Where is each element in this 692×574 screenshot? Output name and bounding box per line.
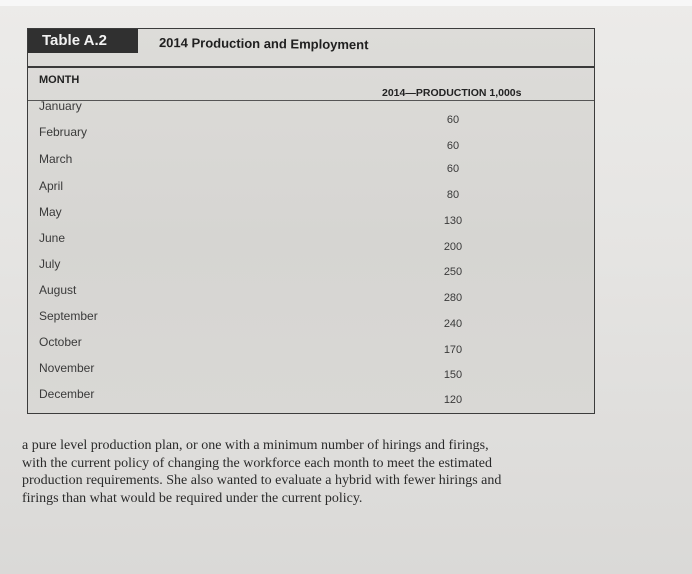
- row-production-value: 240: [443, 318, 463, 330]
- row-month-label: February: [39, 125, 88, 139]
- row-month-label: June: [39, 231, 66, 245]
- paragraph-line: with the current policy of changing the workforce each month to meet the estimated: [22, 455, 493, 471]
- row-production-value: 120: [443, 394, 463, 406]
- row-month-label: August: [39, 283, 77, 297]
- row-production-value: 200: [443, 241, 463, 253]
- row-month-label: May: [39, 205, 62, 219]
- row-production-value: 60: [446, 114, 460, 126]
- row-month-label: October: [39, 335, 82, 349]
- paragraph-line: firings than what would be required under the current policy.: [22, 490, 363, 506]
- row-production-value: 170: [443, 344, 463, 356]
- header-rule: [28, 100, 594, 101]
- row-month-label: April: [39, 179, 64, 193]
- row-production-value: 150: [443, 369, 463, 381]
- row-month-label: January: [39, 99, 82, 113]
- paragraph-line: a pure level production plan, or one with a minimum number of hirings and firings,: [22, 438, 489, 453]
- body-paragraph: [22, 437, 598, 507]
- row-production-value: 80: [446, 189, 460, 201]
- row-month-label: November: [39, 361, 95, 375]
- column-header-month: MONTH: [39, 74, 80, 86]
- table-top-rule: [28, 66, 594, 68]
- row-production-value: 60: [446, 140, 460, 152]
- row-production-value: 250: [443, 266, 463, 278]
- paragraph-line: production requirements. She also wanted to evaluate a hybrid with fewer hirings and: [22, 473, 502, 488]
- row-month-label: December: [39, 387, 95, 401]
- row-production-value: 60: [446, 163, 460, 175]
- table-number-label: Table A.2: [28, 29, 138, 53]
- column-header-production: 2014—PRODUCTION 1,000s: [382, 87, 522, 99]
- row-month-label: March: [39, 152, 73, 166]
- production-table: [27, 28, 595, 414]
- table-title: 2014 Production and Employment: [158, 35, 369, 53]
- top-edge: [0, 0, 692, 6]
- row-production-value: 130: [443, 215, 463, 227]
- row-month-label: September: [39, 309, 98, 323]
- row-month-label: July: [39, 257, 61, 271]
- row-production-value: 280: [443, 292, 463, 304]
